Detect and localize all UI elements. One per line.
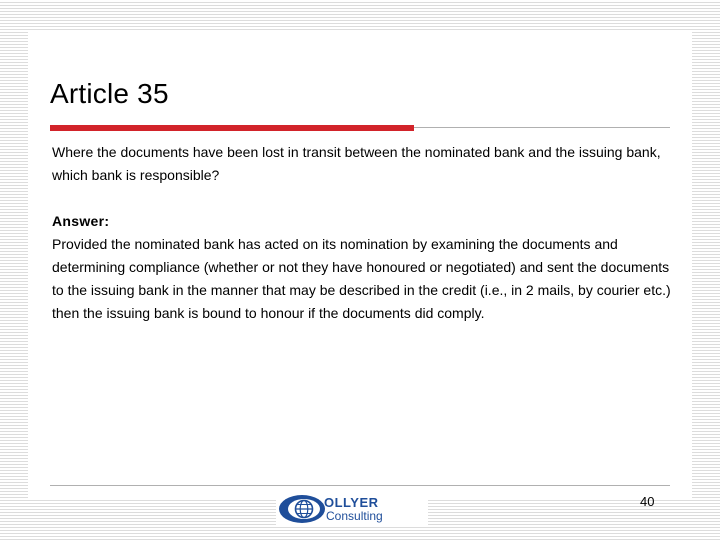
page-number: 40 [640,494,655,509]
logo-name-line2: Consulting [326,509,383,523]
logo-name-line1: OLLYER [324,495,379,510]
title-underline-rule [414,127,670,128]
answer-label: Answer: [52,213,110,229]
collyer-consulting-logo [276,492,428,526]
slide-title: Article 35 [50,78,169,109]
title-underline-accent [50,125,414,131]
footer-rule [50,485,670,486]
answer-text: Provided the nominated bank has acted on its nomination by examining the documents and determining compliance (whether or not they have honoured or negotiated) and sent the documents to the issuing bank in the manner that may be described in the credit (i.e., in 2 mails, by courier etc.) then the issuing bank is bound to honour if the documents did comply. [52,236,671,321]
globe-icon [278,493,330,525]
question-text: Where the documents have been lost in transit between the nominated bank and the issuing bank, which bank is responsible? [52,144,661,183]
